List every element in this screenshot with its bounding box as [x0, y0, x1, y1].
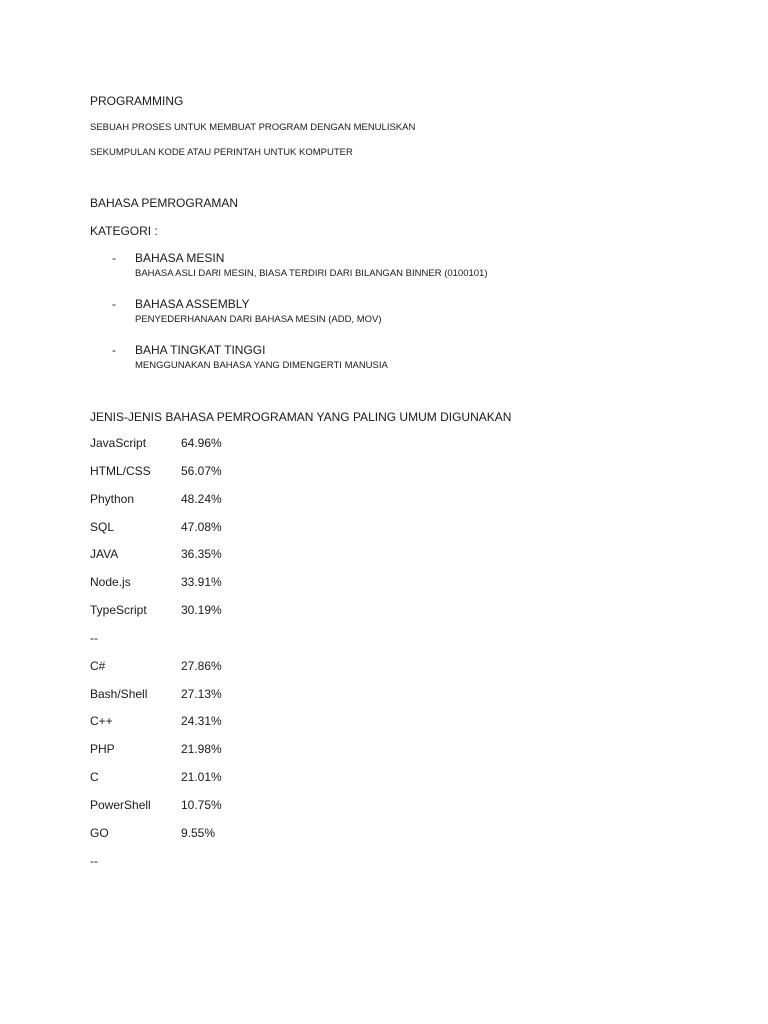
language-name: Bash/Shell [90, 686, 148, 701]
language-percentage: 27.13% [181, 686, 222, 701]
list-item [90, 798, 390, 826]
separator-text: -- [90, 853, 98, 868]
category-label: KATEGORI : [90, 224, 158, 238]
language-name: C# [90, 658, 106, 673]
language-percentage: 64.96% [181, 436, 222, 450]
category-description: MENGGUNAKAN BAHASA YANG DIMENGERTI MANUSIA [135, 360, 388, 371]
list-separator [90, 854, 390, 882]
language-percentage: 21.01% [181, 770, 222, 785]
language-percentage: 33.91% [181, 575, 222, 590]
bullet-dash: - [112, 251, 116, 265]
category-title: BAHA TINGKAT TINGGI [135, 343, 266, 357]
language-percentage: 47.08% [181, 519, 222, 534]
category-title: BAHASA ASSEMBLY [135, 297, 250, 311]
language-name: GO [90, 825, 109, 840]
language-name: PowerShell [90, 797, 151, 812]
language-name: SQL [90, 519, 115, 534]
language-name: JavaScript [90, 436, 147, 450]
list-item [90, 659, 390, 687]
list-item [90, 436, 390, 464]
language-name: C++ [90, 714, 113, 729]
list-item [90, 770, 390, 798]
list-item [90, 520, 390, 548]
category-description: PENYEDERHANAAN DARI BAHASA MESIN (ADD, MOV) [135, 314, 382, 325]
language-percentage: 56.07% [181, 463, 222, 478]
language-name: PHP [90, 742, 115, 757]
languages-heading: JENIS-JENIS BAHASA PEMROGRAMAN YANG PALING UMUM DIGUNAKAN [90, 410, 512, 424]
list-item [90, 547, 390, 575]
language-percentage: 48.24% [181, 491, 222, 506]
language-name: C [90, 770, 99, 785]
list-item [90, 492, 390, 520]
list-item [90, 603, 390, 631]
list-item [90, 826, 390, 854]
list-item [90, 714, 390, 742]
language-percentage: 27.86% [181, 658, 222, 673]
language-name: Phython [90, 491, 135, 506]
category-title: BAHASA MESIN [135, 251, 225, 265]
language-percentage: 10.75% [181, 797, 222, 812]
bullet-dash: - [112, 297, 116, 311]
language-percentage: 36.35% [181, 547, 222, 562]
language-name: Node.js [90, 575, 131, 590]
language-name: TypeScript [90, 603, 147, 618]
list-separator [90, 631, 390, 659]
language-name: JAVA [90, 547, 119, 562]
language-name: HTML/CSS [90, 463, 151, 478]
language-percentage: 24.31% [181, 714, 222, 729]
separator-text: -- [90, 630, 98, 645]
language-percentage: 9.55% [181, 825, 216, 840]
category-description: BAHASA ASLI DARI MESIN, BIASA TERDIRI DARI BILANGAN BINNER (0100101) [135, 268, 488, 279]
section-heading: BAHASA PEMROGRAMAN [90, 196, 239, 210]
description-line-2: SEKUMPULAN KODE ATAU PERINTAH UNTUK KOMPUTER [90, 147, 353, 158]
description-line-1: SEBUAH PROSES UNTUK MEMBUAT PROGRAM DENGAN MENULISKAN [90, 122, 416, 133]
list-item [90, 464, 390, 492]
language-percentage: 21.98% [181, 742, 222, 757]
language-percentage: 30.19% [181, 603, 222, 618]
bullet-dash: - [112, 343, 116, 357]
list-item [90, 575, 390, 603]
list-item [90, 687, 390, 715]
page-title: PROGRAMMING [90, 94, 184, 108]
list-item [90, 742, 390, 770]
language-list [90, 436, 390, 882]
